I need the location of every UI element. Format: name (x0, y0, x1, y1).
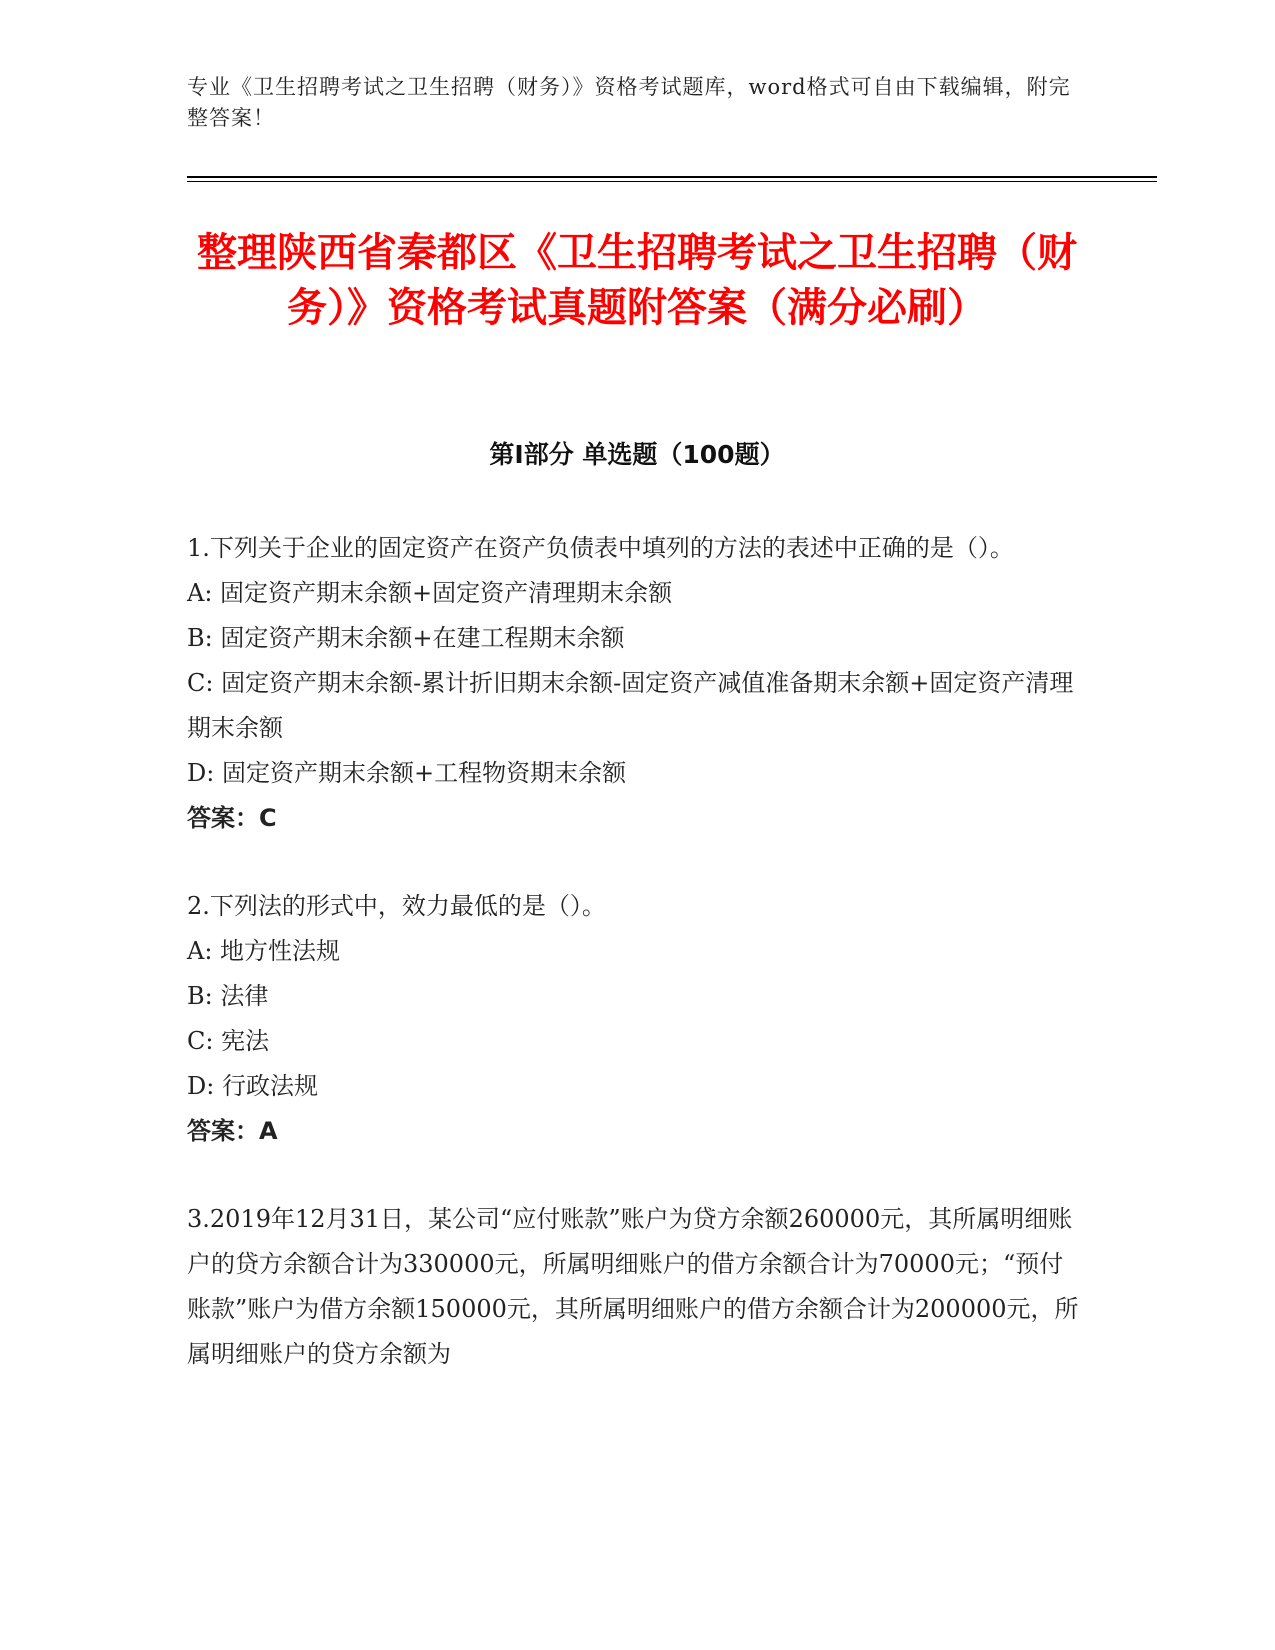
header-rule-thin (187, 181, 1157, 182)
option-a: A: 固定资产期末余额+固定资产清理期末余额 (187, 579, 673, 607)
question-1 (187, 526, 1082, 841)
document-title: 整理陕西省秦都区《卫生招聘考试之卫生招聘（财务）》资格考试真题附答案（满分必刷） (197, 230, 1077, 331)
option-a: A: 地方性法规 (187, 937, 341, 965)
section-title: 第I部分 单选题（100题） (489, 440, 785, 469)
question-stem: 3.2019年12月31日，某公司“应付账款”账户为贷方余额260000元，其所属明细账户的贷方余额合计为330000元，所属明细账户的借方余额合计为70000元；“预付账款”账户为借方余额150000元，其所属明细账户的借方余额合计为200000元，所属明细账户的贷方余额为 (187, 1205, 1079, 1368)
question-stem: 2.下列法的形式中，效力最低的是（）。 (187, 892, 606, 920)
answer-label: 答案：C (187, 804, 277, 832)
header-rule-thick (187, 176, 1157, 178)
question-2 (187, 884, 1082, 1154)
option-b: B: 法律 (187, 982, 269, 1010)
answer-label: 答案：A (187, 1117, 278, 1145)
option-c: C: 宪法 (187, 1027, 270, 1055)
question-list (187, 526, 1082, 1420)
option-d: D: 固定资产期末余额+工程物资期末余额 (187, 759, 627, 787)
option-b: B: 固定资产期末余额+在建工程期末余额 (187, 624, 625, 652)
question-3 (187, 1197, 1082, 1377)
option-c: C: 固定资产期末余额-累计折旧期末余额-固定资产减值准备期末余额+固定资产清理期末余额 (187, 669, 1074, 742)
header-note: 专业《卫生招聘考试之卫生招聘（财务）》资格考试题库，word格式可自由下载编辑，附完整答案！ (187, 75, 1071, 130)
question-stem: 1.下列关于企业的固定资产在资产负债表中填列的方法的表述中正确的是（）。 (187, 534, 1014, 562)
option-d: D: 行政法规 (187, 1072, 318, 1100)
